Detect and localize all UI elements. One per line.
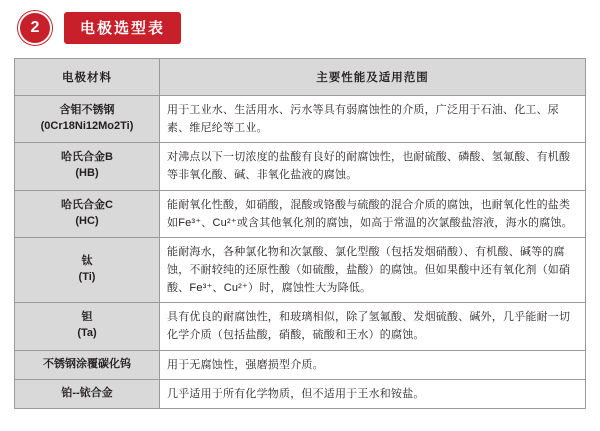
cell-description: 用于无腐蚀性，强磨损型介质。	[160, 350, 586, 379]
column-header-description: 主要性能及适用范围	[160, 59, 586, 96]
material-line: 哈氏合金C	[61, 198, 113, 211]
table-row	[15, 237, 586, 302]
material-line: 含钼不锈钢	[59, 104, 115, 117]
material-line: 哈氏合金B	[61, 151, 113, 164]
table-row	[15, 303, 586, 350]
table-row	[15, 350, 586, 379]
material-line: (Ta)	[77, 327, 97, 340]
material-line: 钽	[81, 311, 93, 324]
page-header	[14, 10, 586, 46]
table-row	[15, 190, 586, 237]
cell-material	[15, 303, 160, 350]
cell-description: 具有优良的耐腐蚀性，和玻璃相似，除了氢氟酸、发烟硫酸、碱外，几乎能耐一切化学介质（包括盐酸，硝酸，硫酸和王水）的腐蚀。	[160, 303, 586, 350]
cell-description: 能耐氧化性酸，如硝酸，混酸或铬酸与硫酸的混合介质的腐蚀，也耐氧化性的盐类如Fe³⁺、Cu²⁺或含其他氧化剂的腐蚀，如高于常温的次氯酸盐溶液，海水的腐蚀。	[160, 190, 586, 237]
cell-description: 几乎适用于所有化学物质，但不适用于王水和铵盐。	[160, 379, 586, 408]
material-line: 铂--铱合金	[61, 386, 113, 399]
table-row	[15, 143, 586, 190]
cell-description: 用于工业水、生活用水、污水等具有弱腐蚀性的介质，广泛用于石油、化工、尿素、维尼纶等工业。	[160, 96, 586, 143]
section-number-badge: 2	[18, 11, 52, 45]
material-line: (0Cr18Ni12Mo2Ti)	[40, 120, 134, 133]
cell-description: 对沸点以下一切浓度的盐酸有良好的耐腐蚀性，也耐硫酸、磷酸、氢氟酸、有机酸等非氧化酸、碱、非氧化盐液的腐蚀。	[160, 143, 586, 190]
material-line: (HB)	[75, 167, 99, 180]
cell-material	[15, 96, 160, 143]
cell-material	[15, 350, 160, 379]
material-line: 钛	[81, 255, 93, 268]
cell-material	[15, 237, 160, 302]
column-header-material: 电极材料	[15, 59, 160, 96]
page-title: 电极选型表	[64, 12, 181, 44]
cell-material	[15, 190, 160, 237]
table-body	[15, 96, 586, 409]
material-line: (HC)	[75, 214, 99, 227]
table-header-row	[15, 59, 586, 96]
cell-material	[15, 143, 160, 190]
material-line: 不锈钢涂覆碳化钨	[43, 357, 131, 370]
table-row	[15, 379, 586, 408]
material-line: (Ti)	[78, 271, 96, 284]
cell-description: 能耐海水，各种氯化物和次氯酸、氯化型酸（包括发烟硝酸）、有机酸、碱等的腐蚀，不耐较纯的还原性酸（如硫酸，盐酸）的腐蚀。但如果酸中还有氧化剂（如硝酸、Fe³⁺、Cu²⁺）时，腐蚀性大为降低。	[160, 237, 586, 302]
cell-material	[15, 379, 160, 408]
table-row	[15, 96, 586, 143]
electrode-selection-table	[14, 58, 586, 409]
table-header	[15, 59, 586, 96]
